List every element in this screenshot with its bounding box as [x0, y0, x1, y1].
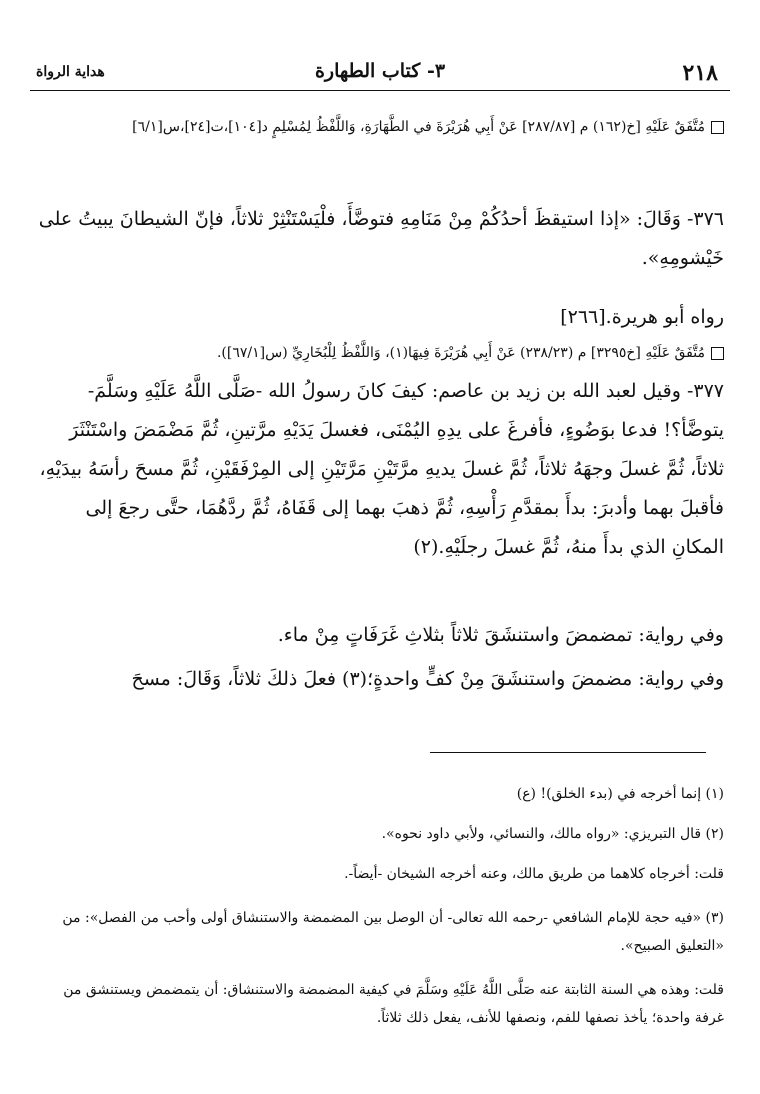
- footnote-3: (٣) «فيه حجة للإمام الشافعي -رحمه الله تعالى- أن الوصل بين المضمضة والاستنشاق أولى وأحب من الفصل»: من «التعليق الصبيح».: [62, 910, 724, 954]
- footnote-separator: [430, 752, 706, 753]
- checkbox-square-icon: [711, 347, 724, 360]
- book-title: هداية الرواة: [36, 64, 105, 80]
- page-number: ٢١٨: [682, 60, 718, 86]
- hadith-376-takhrij: [36, 338, 724, 368]
- hadith-376-narrator: رواه أبو هريرة.[٢٦٦]: [560, 306, 724, 328]
- page-header: [30, 54, 730, 91]
- footnote-3-note: قلت: وهذه هي السنة الثابتة عنه صَلَّى اللَّهُ عَلَيْهِ وسَلَّمَ في كيفية المضمضة والاستنشاق: أن يتمضمض ويستنشق من غرفة واحدة؛ يأخذ نصفها للفم، ونصفها للأنف، يفعل ذلك ثلاثاً.: [63, 982, 724, 1026]
- hadith-377-variant-1: وفي رواية: تمضمضَ واستنشَقَ ثلاثاً بثلاثِ غَرَفَاتٍ مِنْ ماء.: [277, 624, 724, 646]
- takhrij-1-text: مُتَّفَقٌ عَلَيْهِ [خ(١٦٢) م [٢٨٧/٨٧] عَنْ أَبِي هُرَيْرَةَ في الطَّهَارَةِ، وَاللَّفْظُ لِمُسْلِمٍ د[١٠٤]،ت[٢٤]،س[٦/١]: [132, 119, 705, 135]
- hadith-376-text: ٣٧٦- وَقَالَ: «إذا استيقظَ أحدُكُمْ مِنْ مَنَامِهِ فتوضَّأَ، فلْيَسْتَنْثِرْ ثلاثاً، فإنّ الشيطانَ يبيتُ على خَيْشومِهِ».: [38, 208, 724, 269]
- chapter-title: ٣- كتاب الطهارة: [314, 60, 446, 82]
- hadith-377-text: ٣٧٧- وقيل لعبد الله بن زيد بن عاصم: كيفَ كانَ رسولُ الله -صَلَّى اللَّهُ عَلَيْهِ وسَلَّمَ- يتوضَّأ؟! فدعا بوَضُوءٍ، فأفرغَ على يدِهِ اليُمْنَى، فغسلَ يَدَيْهِ مرَّتينِ، ثُمَّ مَضْمَضَ واسْتَنْثَرَ ثلاثاً، ثُمَّ غسلَ وجهَهُ ثلاثاً، ثُمَّ غسلَ يديهِ مرَّتَيْنِ مَرَّتَيْنِ إلى المِرْفَقَيْنِ، ثُمَّ مسحَ رأسَهُ بيدَيْهِ، فأقبلَ بهما وأدبرَ: بدأَ بمقدَّمِ رَأْسِهِ، ثُمَّ ذهبَ بهما إلى قَفَاهُ، ثُمَّ ردَّهُمَا، حتَّى رجعَ إلى المكانِ الذي بدأَ منهُ، ثُمَّ غسلَ رجلَيْهِ.(٢): [39, 380, 724, 558]
- takhrij-1: [36, 112, 724, 142]
- hadith-376-takhrij-text: مُتَّفَقٌ عَلَيْهِ [خ٣٢٩٥] م (٢٣٨/٢٣) عَنْ أَبِي هُرَيْرَةَ فِيهَا(١)، وَاللَّفْظُ لِلْبُخَارِيِّ (س[٦٧/١]).: [216, 345, 705, 361]
- footnote-2: (٢) قال التبريزي: «رواه مالك، والنسائي، ولأبي داود نحوه».: [381, 826, 724, 842]
- footnote-2-note: قلت: أخرجاه كلاهما من طريق مالك، وعنه أخرجه الشيخان -أيضاً-.: [344, 866, 724, 882]
- hadith-377-variant-2: وفي رواية: مضمضَ واستنشَقَ مِنْ كفٍّ واحدةٍ؛(٣) فعلَ ذلكَ ثلاثاً، وَقَالَ: مسحَ: [131, 668, 724, 690]
- footnote-1: (١) إنما أخرجه في (بدء الخلق)! (ع): [516, 786, 724, 802]
- checkbox-square-icon: [711, 121, 724, 134]
